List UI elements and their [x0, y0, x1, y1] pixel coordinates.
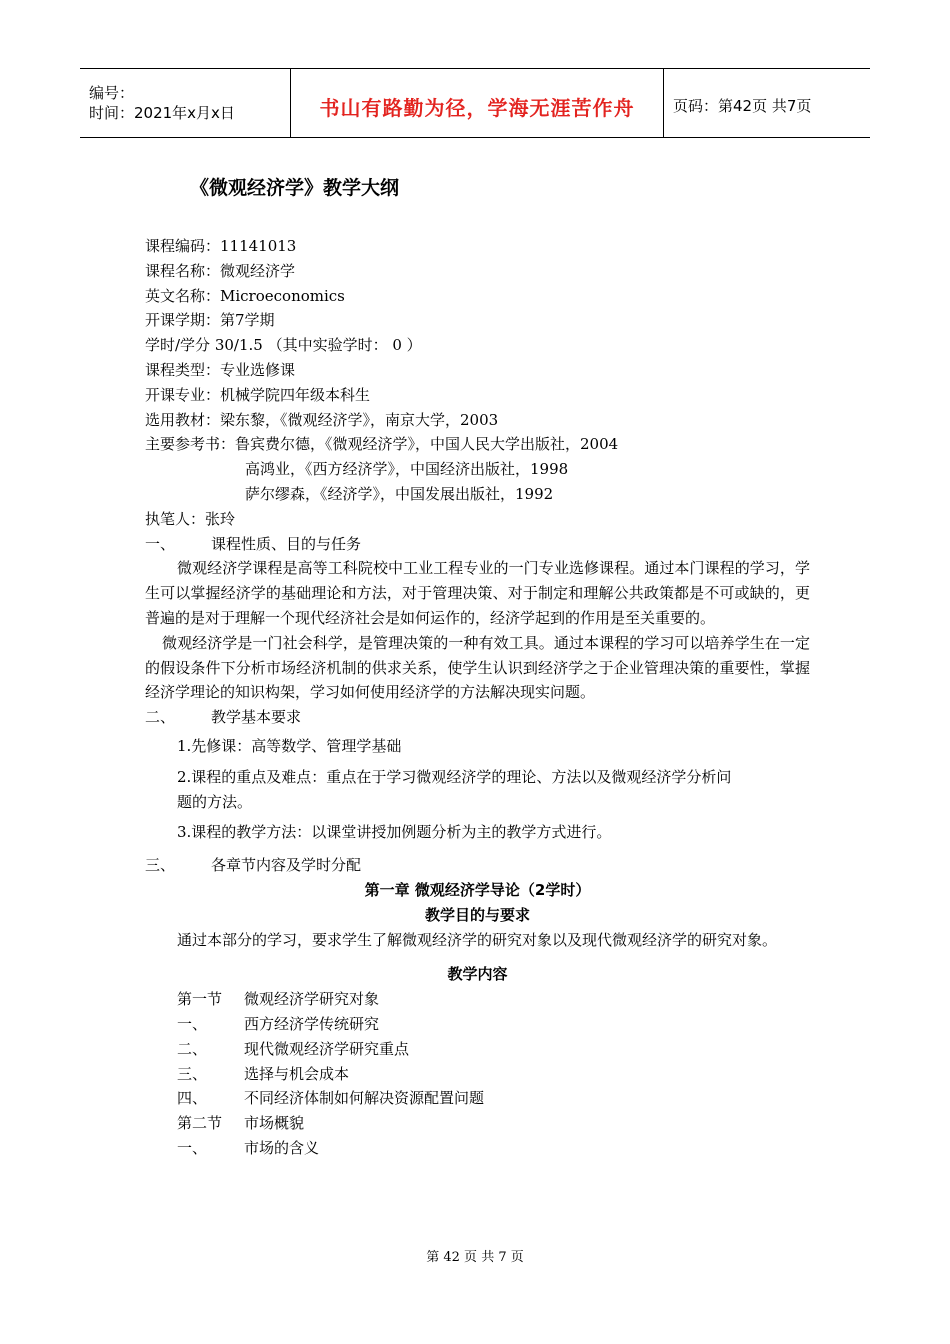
- number-label: 编号：: [89, 84, 135, 102]
- section-title: 课程性质、目的与任务: [211, 534, 362, 553]
- jie-number: 第一节: [177, 990, 223, 1009]
- paragraph: 微观经济学是一门社会科学，是管理决策的一种有效工具。通过本课程的学习可以培养学生在一定的假设条件下分析市场经济机制的供求关系，使学生认识到经济学之于企业管理决策的重要性，掌握经济学理论的知识构架，学习如何使用经济学的方法解决现实问题。: [145, 633, 810, 702]
- chapter-title: 第一章 微观经济学导论（2学时）: [364, 880, 591, 899]
- course-english-name: 英文名称：Microeconomics: [145, 286, 345, 305]
- list-item: [145, 1012, 810, 1037]
- item-number: 四、: [177, 1089, 208, 1108]
- document-title: 《微观经济学》教学大纲: [190, 177, 400, 199]
- goal-heading: 教学目的与要求: [424, 905, 530, 924]
- jie-title: 市场概貌: [244, 1114, 305, 1133]
- item-number: 三、: [177, 1064, 208, 1083]
- page-footer: 第 42 页 共 7 页: [426, 1250, 524, 1265]
- list-item: [145, 1086, 810, 1111]
- item-number: 一、: [177, 1138, 208, 1157]
- course-textbook: 选用教材：梁东黎，《微观经济学》，南京大学，2003: [145, 410, 499, 429]
- course-type: 课程类型：专业选修课: [145, 360, 296, 379]
- paragraph: 微观经济学课程是高等工科院校中工业工程专业的一门专业选修课程。通过本门课程的学习，学生可以掌握经济学的基础理论和方法，对于管理决策、对于制定和理解公共政策都是不可或缺的，更普遍的是对于理解一个现代经济社会是如何运作的，经济学起到的作用是至关重要的。: [145, 559, 810, 627]
- course-name: 课程名称：微观经济学: [145, 261, 296, 280]
- item-number: 一、: [177, 1014, 208, 1033]
- list-item: [145, 1037, 810, 1062]
- reference-2: 高鸿业，《西方经济学》，中国经济出版社，1998: [245, 460, 569, 479]
- document-header: [80, 68, 870, 138]
- section-jie-2: [145, 1111, 810, 1136]
- section-jie-1: [145, 987, 810, 1012]
- header-page: [664, 69, 870, 137]
- reference-1: 主要参考书：鲁宾费尔德，《微观经济学》，中国人民大学出版社，2004: [145, 435, 619, 454]
- header-motto: [291, 69, 664, 137]
- section-title: 各章节内容及学时分配: [211, 856, 362, 875]
- requirement-text-cont: 题的方法。: [177, 792, 253, 811]
- requirement-item: 1.先修课：高等数学、管理学基础: [177, 736, 402, 755]
- item-text: 选择与机会成本: [244, 1064, 350, 1083]
- section-number: 三、: [145, 856, 176, 875]
- course-major: 开课专业：机械学院四年级本科生: [145, 385, 371, 404]
- time-label: 时间：2021年x月x日: [89, 104, 235, 122]
- jie-number: 第二节: [177, 1114, 223, 1133]
- requirement-item: [145, 765, 810, 815]
- section-heading-1: [145, 532, 810, 557]
- course-hours: 学时/学分 30/1.5 （其中实验学时： 0 ）: [145, 336, 422, 355]
- course-term: 开课学期：第7学期: [145, 311, 275, 330]
- content-heading: 教学内容: [447, 965, 508, 984]
- list-item: [145, 1062, 810, 1087]
- section-number: 二、: [145, 708, 176, 727]
- motto-text: 书山有路勤为径，学海无涯苦作舟: [319, 95, 635, 120]
- section-heading-2: [145, 705, 810, 730]
- goal-text: 通过本部分的学习，要求学生了解微观经济学的研究对象以及现代微观经济学的研究对象。: [177, 930, 778, 949]
- item-text: 不同经济体制如何解决资源配置问题: [244, 1089, 485, 1108]
- item-text: 市场的含义: [244, 1138, 320, 1157]
- section-title: 教学基本要求: [211, 708, 302, 727]
- item-text: 现代微观经济学研究重点: [244, 1039, 410, 1058]
- author: 执笔人：张玲: [145, 509, 236, 528]
- item-text: 西方经济学传统研究: [244, 1014, 380, 1033]
- list-item: [145, 1136, 810, 1161]
- section-heading-3: [145, 853, 810, 878]
- header-meta: [80, 69, 291, 137]
- requirement-item: 3.课程的教学方法：以课堂讲授加例题分析为主的教学方式进行。: [177, 823, 612, 842]
- course-code: 课程编码：11141013: [145, 237, 297, 255]
- page-label: 页码：第42页 共7页: [673, 96, 812, 115]
- item-number: 二、: [177, 1039, 208, 1058]
- requirement-text: 2.课程的重点及难点：重点在于学习微观经济学的理论、方法以及微观经济学分析问: [177, 767, 732, 786]
- section-number: 一、: [145, 534, 176, 553]
- reference-3: 萨尔缪森，《经济学》，中国发展出版社，1992: [245, 484, 554, 503]
- jie-title: 微观经济学研究对象: [244, 990, 380, 1009]
- document-body: [145, 234, 810, 1161]
